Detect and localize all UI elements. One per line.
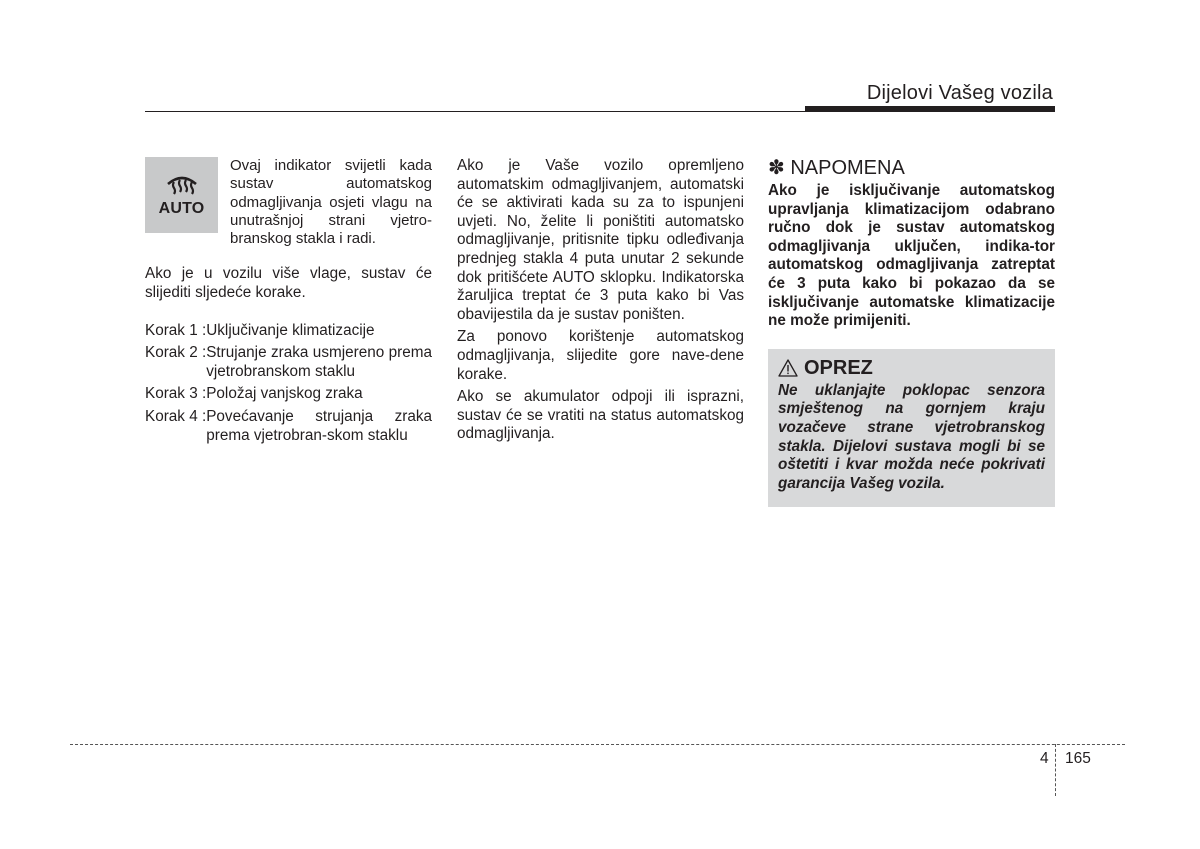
- footer-divider: [1055, 744, 1056, 796]
- intro-text: Ako je u vozilu više vlage, sustav će slijediti sljedeće korake.: [145, 265, 432, 302]
- note-body: Ako je isključivanje automatskog upravljanja klimatizacijom odabrano ručno dok je sustav automatskog odmagljivanja uključen, indika-tor automatskog odmagljivanja zatreptat će 3 puta kako bi pokazao da se isključivanje automatske klimatizacije ne može primijeniti.: [768, 182, 1055, 330]
- warning-triangle-icon: [778, 359, 798, 377]
- chapter-number: 4: [1040, 750, 1049, 767]
- indicator-description: Ovaj indikator svijetli kada sustav automatskog odmagljivanja osjeti vlagu na unutrašnjoj strani vjetro-branskog stakla i radi.: [230, 157, 432, 248]
- footer-rule: [70, 744, 1125, 745]
- auto-label: AUTO: [158, 199, 205, 217]
- step-text: Položaj vanjskog zraka: [206, 385, 363, 403]
- paragraph-reenable: Za ponovo korištenje automatskog odmagljivanja, slijedite gore nave-dene korake.: [457, 328, 744, 383]
- defrost-auto-icon: [145, 157, 218, 233]
- column-3: [768, 157, 1055, 507]
- step-text: Uključivanje klimatizacije: [206, 321, 375, 339]
- note-title: NAPOMENA: [790, 157, 905, 179]
- indicator-block: [145, 157, 432, 248]
- step-text: Povećavanje strujanja zraka prema vjetrobran-skom staklu: [206, 408, 432, 444]
- paragraph-cancel-defog: Ako je Vaše vozilo opremljeno automatskim odmagljivanjem, automatski će se aktivirati kada su za to ispunjeni uvjeti. No, želite li poništiti automatsko odmagljivanje, pritisnite tipku odleđivanja prednjeg stakla 4 puta unutar 2 sekunde dok pritišćete AUTO sklopku. Indikatorska žaruljica treptat će 3 puta kako bi Vas obavijestila da je sustav poništen.: [457, 157, 744, 323]
- step-label: Korak 4 :: [145, 408, 207, 426]
- step-item: [145, 344, 432, 381]
- column-1: [145, 157, 432, 445]
- caution-title: OPREZ: [804, 356, 873, 379]
- step-text: Strujanje zraka usmjereno prema vjetrobranskom staklu: [206, 344, 432, 380]
- section-title: Dijelovi Vašeg vozila: [866, 82, 1053, 104]
- step-label: Korak 3 :: [145, 385, 207, 403]
- step-item: [145, 408, 432, 445]
- paragraph-battery: Ako se akumulator odpoji ili isprazni, sustav će se vratiti na status automatskog odmagljivanja.: [457, 388, 744, 443]
- header-rule: [145, 111, 805, 112]
- note-symbol-icon: ✽: [768, 157, 785, 179]
- defrost-icon: [164, 172, 200, 198]
- page-number: 165: [1065, 750, 1091, 767]
- step-label: Korak 2 :: [145, 344, 207, 362]
- step-item: [145, 385, 432, 404]
- caution-heading: [778, 357, 1045, 379]
- step-label: Korak 1 :: [145, 321, 207, 339]
- column-2: [457, 157, 744, 444]
- steps-list: [145, 322, 432, 446]
- header-rule-thick: [805, 106, 1055, 112]
- step-item: [145, 322, 432, 341]
- caution-box: [768, 349, 1055, 508]
- caution-body: Ne uklanjajte poklopac senzora smještenog na gornjem kraju vozačeve strane vjetrobranskog stakla. Dijelovi sustava mogli bi se oštetiti i kvar možda neće pokrivati garancija Vašeg vozila.: [778, 381, 1045, 492]
- note-heading: [768, 157, 1055, 179]
